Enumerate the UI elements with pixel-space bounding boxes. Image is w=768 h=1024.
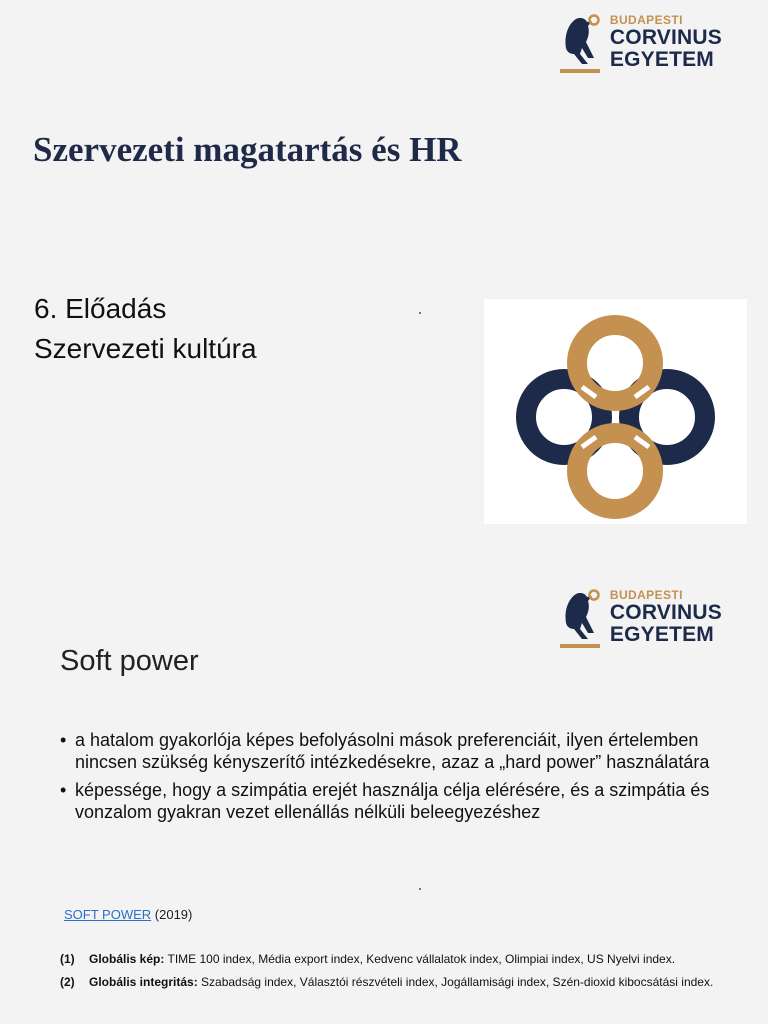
index-number: (1) (60, 952, 75, 966)
lecture-topic: Szervezeti kultúra (34, 333, 257, 364)
stray-dot (419, 312, 421, 314)
index-label: Globális kép: (89, 952, 165, 966)
slide-title: Szervezeti magatartás és HR (33, 130, 462, 169)
corvinus-logo (558, 14, 722, 76)
logo-line-budapesti: BUDAPESTI (609, 13, 683, 27)
index-text: TIME 100 index, Média export index, Kedvenc vállalatok index, Olimpiai index, US Nyelvi index. (167, 952, 676, 966)
logo-line-egyetem: EGYETEM (609, 623, 715, 646)
index-number: (2) (60, 975, 75, 989)
corvinus-rings-icon (484, 299, 747, 524)
list-item (60, 975, 720, 989)
raven-icon (558, 589, 604, 651)
bullet-item: • a hatalom gyakorlója képes befolyásolni mások preferenciáit, ilyen értelemben nincsen szükség kényszerítő intézkedésekre, azaz a „hard power” használatára (60, 729, 720, 773)
reference-line (64, 907, 192, 922)
slide-subtitle (34, 289, 257, 369)
logo-line-corvinus: CORVINUS (609, 26, 722, 49)
corvinus-logo (558, 589, 722, 651)
bullet-item: • képessége, hogy a szimpátia erejét használja célja elérésére, és a szimpátia és vonzalom gyakran vezet ellenállás nélküli beleegyezéshez (60, 779, 720, 823)
logo-line-egyetem: EGYETEM (609, 48, 715, 71)
slide-title: Soft power (60, 645, 199, 677)
soft-power-link[interactable]: SOFT POWER (64, 907, 152, 922)
index-text: Szabadság index, Választói részvételi index, Jogállamisági index, Szén-dioxid kibocsátási index. (201, 975, 714, 989)
list-item (60, 952, 720, 966)
raven-icon (558, 14, 604, 76)
stray-dot (419, 888, 421, 890)
lecture-number: 6. Előadás (34, 293, 167, 324)
soft-power-slide (0, 575, 768, 1024)
logo-line-corvinus: CORVINUS (609, 601, 722, 624)
index-label: Globális integritás: (89, 975, 198, 989)
reference-year: (2019) (154, 907, 193, 922)
logo-line-budapesti: BUDAPESTI (609, 588, 683, 602)
index-list (60, 952, 720, 998)
bullet-list (60, 729, 720, 829)
